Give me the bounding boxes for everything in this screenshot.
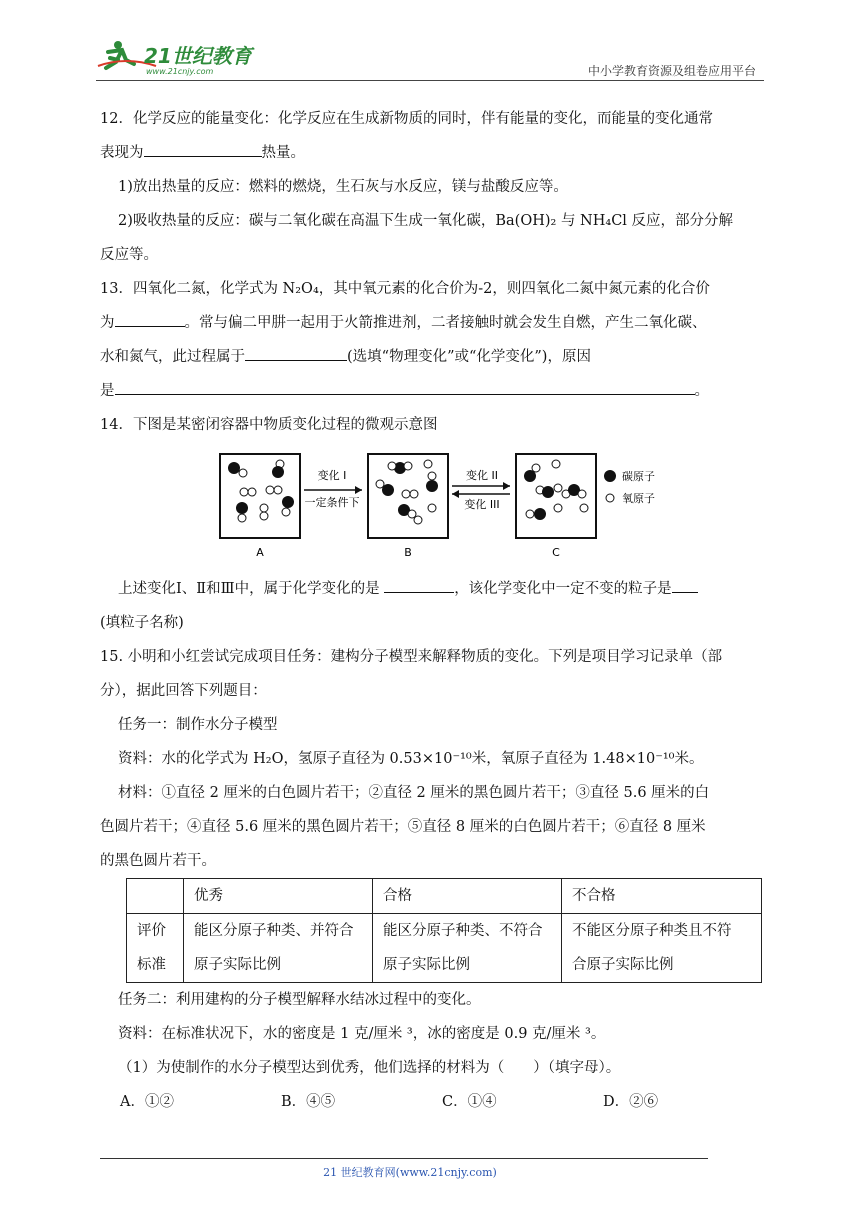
label-change2: 变化 II	[466, 469, 498, 482]
q15-line2: 分），据此回答下列题目：	[100, 683, 267, 699]
label-change1: 变化 I	[317, 469, 347, 482]
cell-fail: 不能区分原子种类且不符 合原子实际比例	[562, 914, 762, 983]
q12-item2: 2)吸收热量的反应：碳与二氧化碳在高温下生成一氧化碳，Ba(OH)₂ 与 NH₄Cl 反应，部分分解	[118, 213, 734, 229]
table-header-cell: 优秀	[184, 879, 373, 914]
q13-blank-change[interactable]	[245, 344, 347, 361]
table-header-cell: 合格	[373, 879, 562, 914]
logo-url: www.21cnjy.com	[146, 67, 214, 76]
q12-item2-cont: 反应等。	[100, 247, 158, 263]
cell-excellent: 能区分原子种类、并符合 原子实际比例	[184, 914, 373, 983]
q15-task1: 任务一：制作水分子模型	[118, 717, 278, 733]
q12-line1: 12．化学反应的能量变化：化学反应在生成新物质的同时，伴有能量的变化，而能量的变化通常	[100, 111, 713, 127]
footer-divider	[100, 1158, 708, 1159]
q14-question-cont: (填粒子名称)	[100, 615, 184, 631]
label-a: A	[256, 546, 264, 559]
q15-data1: 资料：水的化学式为 H₂O，氢原子直径为 0.53×10⁻¹⁰米，氧原子直径为 1.48×10⁻¹⁰米。	[118, 751, 704, 767]
q15-materials-3: 的黑色圆片若干。	[100, 853, 216, 869]
site-logo	[96, 36, 266, 80]
molecules-b	[376, 460, 438, 524]
label-b: B	[404, 546, 412, 559]
q15-materials-1: 材料：①直径 2 厘米的白色圆片若干；②直径 2 厘米的黑色圆片若干；③直径 5.6 厘米的白	[118, 785, 710, 801]
answer-options	[120, 1085, 764, 1119]
q15-sub1: （1）为使制作的水分子模型达到优秀，他们选择的材料为（ ）（填字母）。	[118, 1060, 621, 1076]
q15-data2: 资料：在标准状况下，水的密度是 1 克/厘米 ³，冰的密度是 0.9 克/厘米 ³。	[118, 1026, 606, 1042]
platform-title: 中小学教育资源及组卷应用平台	[587, 64, 756, 78]
table-row	[127, 914, 762, 983]
q13-line3: 水和氮气，此过程属于 (选填“物理变化”或“化学变化”)，原因	[100, 340, 764, 374]
q12-line2: 表现为 热量。	[100, 136, 764, 170]
q13-blank-reason[interactable]	[115, 378, 695, 395]
header-divider	[96, 80, 764, 81]
legend-oxygen: 氧原子	[622, 492, 655, 505]
logo-text: 21世纪教育	[144, 44, 252, 68]
q15-materials-2: 色圆片若干；④直径 5.6 厘米的黑色圆片若干；⑤直径 8 厘米的白色圆片若干；⑥直径 8 厘米	[100, 819, 706, 835]
q14-blank-change[interactable]	[384, 576, 454, 593]
label-change3: 变化 III	[464, 498, 500, 511]
cell-pass: 能区分原子种类、不符合 原子实际比例	[373, 914, 562, 983]
molecules-a	[228, 460, 294, 522]
q13-line1: 13．四氧化二氮，化学式为 N₂O₄，其中氧元素的化合价为-2，则四氧化二氮中氮元素的化合价	[100, 281, 710, 297]
label-condition: 一定条件下	[304, 496, 360, 509]
option-c[interactable]: C．①④	[442, 1094, 497, 1110]
footer-text[interactable]: 21 世纪教育网(www.21cnjy.com)	[323, 1166, 497, 1179]
legend-carbon: 碳原子	[622, 470, 655, 483]
question-content	[100, 102, 764, 1119]
row-label: 评价 标准	[127, 914, 184, 983]
q14-blank-particle[interactable]	[672, 576, 698, 593]
q15-task2: 任务二：利用建构的分子模型解释水结冰过程中的变化。	[118, 992, 481, 1008]
q12-item1: 1)放出热量的反应：燃料的燃烧，生石灰与水反应，镁与盐酸反应等。	[118, 179, 568, 195]
option-a[interactable]: A．①②	[120, 1094, 174, 1110]
q14-question: 上述变化Ⅰ、Ⅱ和Ⅲ中，属于化学变化的是 ，该化学变化中一定不变的粒子是	[100, 572, 764, 606]
oxygen-legend-icon	[606, 494, 614, 502]
table-header-cell	[127, 879, 184, 914]
option-d[interactable]: D．②⑥	[603, 1094, 659, 1110]
carbon-legend-icon	[604, 470, 616, 482]
option-b[interactable]: B．④⑤	[281, 1094, 336, 1110]
table-header-cell: 不合格	[562, 879, 762, 914]
q13-blank-valence[interactable]	[115, 310, 185, 327]
q14-line1: 14．下图是某密闭容器中物质变化过程的微观示意图	[100, 417, 438, 433]
label-c: C	[552, 546, 560, 559]
table-header-row	[127, 879, 762, 914]
q13-line2: 为 。常与偏二甲肼一起用于火箭推进剂，二者接触时就会发生自燃，产生二氧化碳、	[100, 306, 764, 340]
q12-blank[interactable]	[144, 140, 262, 157]
evaluation-table	[126, 878, 762, 983]
q13-line4: 是 。	[100, 374, 764, 408]
micro-diagram	[100, 442, 764, 572]
q15-line1: 15. 小明和小红尝试完成项目任务：建构分子模型来解释物质的变化。下列是项目学习记录单（部	[100, 649, 723, 665]
molecules-c	[524, 460, 588, 520]
